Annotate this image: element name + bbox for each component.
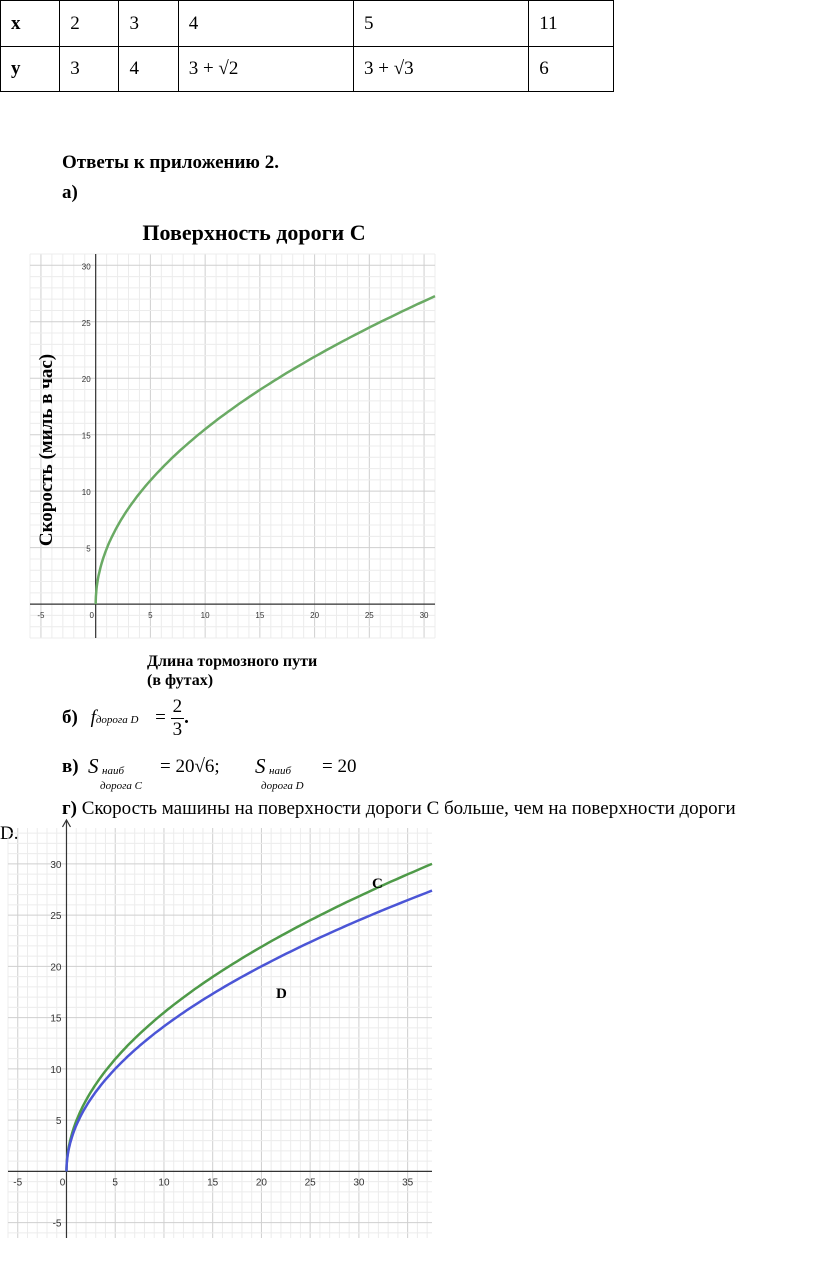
part-g-label: г) xyxy=(62,798,77,819)
s-symbol-c: S xyxy=(88,754,99,778)
y-tick-label: -5 xyxy=(52,1218,62,1230)
x-tick-label: -5 xyxy=(37,611,45,621)
s-sup-c: наиб xyxy=(102,765,124,777)
s-symbol-d: S xyxy=(255,754,266,778)
x-tick-label: 35 xyxy=(402,1177,414,1189)
y-tick-label: 15 xyxy=(50,1013,62,1025)
x-tick-label: 20 xyxy=(255,1177,267,1189)
series-line xyxy=(96,296,435,604)
x-tick-label: -5 xyxy=(13,1177,23,1189)
y-tick-label: 30 xyxy=(81,262,91,272)
values-table xyxy=(0,0,614,92)
chart-grid xyxy=(8,828,432,1238)
x-tick-label: 25 xyxy=(364,611,374,621)
period: . xyxy=(184,706,189,728)
x-axis-label-line1: Длина тормозного пути xyxy=(147,653,318,670)
part-v-label: в) xyxy=(62,756,79,777)
y-tick-label: 20 xyxy=(81,375,91,385)
x-tick-label: 30 xyxy=(419,611,429,621)
y-tick-label: 25 xyxy=(81,318,91,328)
x-tick-label: 20 xyxy=(310,611,320,621)
chart-grid xyxy=(30,254,435,638)
chart-series xyxy=(96,296,435,604)
y-tick-label: 20 xyxy=(50,962,62,974)
s-sub-d: дорога D xyxy=(261,780,304,792)
f-symbol: f xyxy=(90,706,96,728)
table-cell: 3 xyxy=(60,47,119,92)
y-tick-label: 30 xyxy=(50,859,62,871)
x-tick-label: 10 xyxy=(200,611,210,621)
table-row-y xyxy=(1,47,614,92)
x-axis-label-line2: (в футах) xyxy=(147,672,214,689)
y-tick-label: 5 xyxy=(55,1116,62,1128)
fraction xyxy=(171,696,185,741)
y-tick-label: 10 xyxy=(50,1064,62,1076)
part-g xyxy=(62,798,736,820)
value-c: = 20√6; xyxy=(160,756,220,777)
y-tick-label: 15 xyxy=(81,431,91,441)
chart-title: Поверхность дороги C xyxy=(142,220,366,245)
part-g-text: Скорость машины на поверхности дороги C больше, чем на поверхности дороги xyxy=(81,798,736,819)
s-sub-c: дорога C xyxy=(100,780,142,792)
table-cell: 2 xyxy=(60,1,119,47)
part-b-label: б) xyxy=(62,706,78,728)
table-cell-y-label: y xyxy=(1,47,60,92)
series-label-c: C xyxy=(372,876,383,892)
part-g-text-cont: D. xyxy=(0,823,19,844)
y-axis-label: Скорость (миль в час) xyxy=(36,353,57,547)
x-tick-label: 15 xyxy=(255,611,265,621)
series-label-d: D xyxy=(276,986,287,1002)
x-tick-label: 10 xyxy=(158,1177,170,1189)
series-line xyxy=(67,891,433,1172)
table-cell: 3 + √2 xyxy=(178,47,353,92)
fraction-denominator: 3 xyxy=(172,719,183,740)
x-tick-label: 5 xyxy=(148,611,153,621)
f-subscript: дорога D xyxy=(95,713,139,726)
chart-road-c xyxy=(22,210,442,690)
table-cell: 3 + √3 xyxy=(354,47,529,92)
chart-road-c-vs-d xyxy=(0,818,440,1243)
y-tick-label: 5 xyxy=(86,544,91,554)
table-cell-x-label: x xyxy=(1,1,60,47)
table-cell: 4 xyxy=(119,47,178,92)
table-cell: 4 xyxy=(178,1,353,47)
equals-sign: = xyxy=(155,706,166,728)
fraction-numerator: 2 xyxy=(172,696,183,717)
table-cell: 3 xyxy=(119,1,178,47)
x-tick-label: 15 xyxy=(207,1177,219,1189)
value-d: = 20 xyxy=(322,756,357,777)
part-b xyxy=(62,696,189,741)
table-row-x xyxy=(1,1,614,47)
x-tick-label: 30 xyxy=(353,1177,365,1189)
part-a-label: а) xyxy=(62,182,78,203)
x-tick-label: 5 xyxy=(112,1177,118,1189)
x-tick-label: 0 xyxy=(59,1177,66,1189)
y-tick-label: 25 xyxy=(50,911,62,923)
table-cell: 5 xyxy=(354,1,529,47)
s-sup-d: наиб xyxy=(269,765,291,777)
x-tick-label: 25 xyxy=(304,1177,316,1189)
x-tick-label: 0 xyxy=(89,611,94,621)
table-cell: 6 xyxy=(529,47,614,92)
answers-heading: Ответы к приложению 2. xyxy=(62,152,279,173)
table-cell: 11 xyxy=(529,1,614,47)
y-tick-label: 10 xyxy=(81,488,91,498)
